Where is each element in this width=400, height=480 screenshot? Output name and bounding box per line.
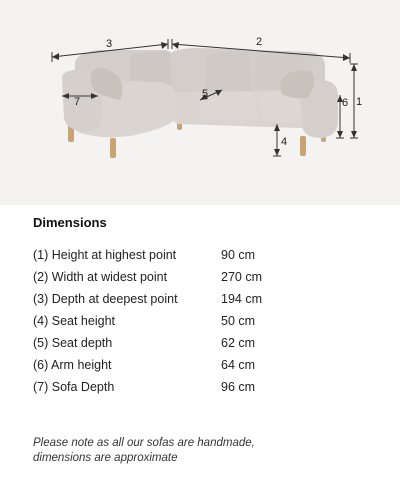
dimension-label: (3) Depth at deepest point [33, 292, 178, 306]
callout-5: 5 [202, 88, 209, 100]
dimension-label: (1) Height at highest point [33, 248, 177, 262]
dimension-row [33, 310, 333, 332]
sofa-body [62, 48, 338, 138]
dimensions-title: Dimensions [33, 215, 107, 230]
dimension-value: 62 cm [221, 336, 256, 350]
dimension-value: 194 cm [221, 292, 262, 306]
dimension-label: (4) Seat height [33, 314, 115, 328]
callout-4: 4 [281, 136, 288, 148]
dimension-value: 270 cm [221, 270, 262, 284]
dimension-row [33, 354, 333, 376]
note-line-1: Please note as all our sofas are handmade, [33, 437, 255, 449]
dimension-row [33, 288, 333, 310]
dimension-row [33, 376, 333, 398]
callout-6: 6 [342, 97, 349, 109]
handmade-note [33, 436, 373, 466]
dimension-row [33, 266, 333, 288]
dimension-label: (7) Sofa Depth [33, 380, 115, 394]
dimension-value: 50 cm [221, 314, 256, 328]
callout-3: 3 [106, 38, 113, 50]
callout-7: 7 [74, 96, 81, 108]
callout-2: 2 [256, 36, 263, 48]
dimension-row [33, 332, 333, 354]
dimension-value: 64 cm [221, 358, 256, 372]
note-line-2: dimensions are approximate [33, 452, 178, 464]
dimensions-table [33, 244, 333, 398]
sofa-figure [0, 0, 400, 205]
dimension-row [33, 244, 333, 266]
sofa-illustration [0, 0, 400, 205]
callout-1: 1 [356, 96, 363, 108]
dimension-label: (2) Width at widest point [33, 270, 168, 284]
dimension-value: 96 cm [221, 380, 256, 394]
dimension-label: (5) Seat depth [33, 336, 113, 350]
dimension-value: 90 cm [221, 248, 256, 262]
dimension-label: (6) Arm height [33, 358, 112, 372]
